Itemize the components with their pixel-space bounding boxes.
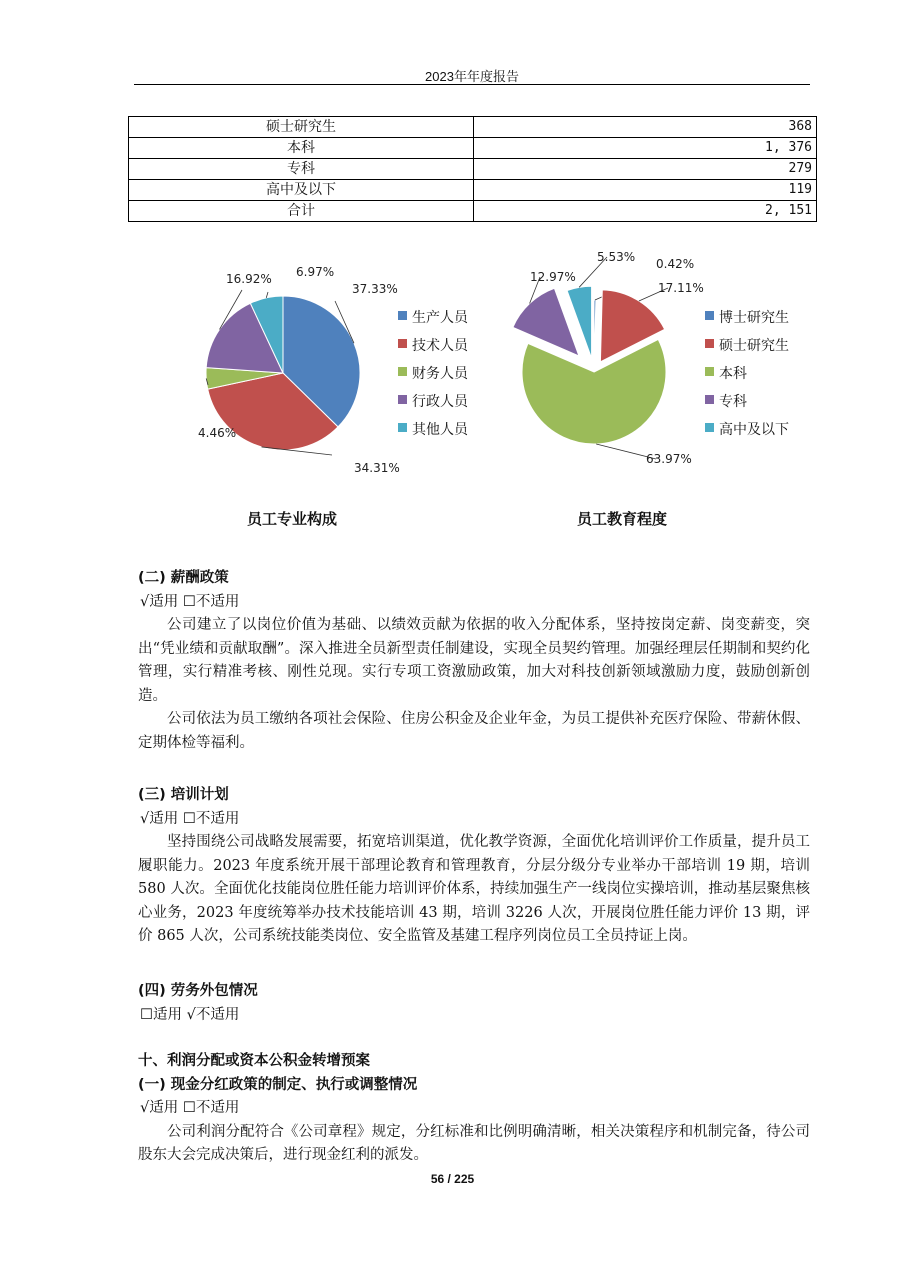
chart-title: 员工教育程度 [576, 510, 668, 528]
legend-label: 财务人员 [412, 366, 468, 382]
paragraph: 公司依法为员工缴纳各项社会保险、住房公积金及企业年金，为员工提供补充医疗保险、带薪休假、定期体检等福利。 [138, 711, 810, 751]
legend-swatch [705, 339, 714, 348]
legend-swatch [705, 367, 714, 376]
legend-swatch [398, 423, 407, 432]
section-heading: 十、利润分配或资本公积金转增预案 [138, 1053, 370, 1069]
legend-label: 专科 [719, 394, 747, 410]
legend-swatch [705, 311, 714, 320]
legend-label: 技术人员 [412, 338, 468, 354]
table-cell-label: 高中及以下 [129, 180, 474, 201]
data-label: 5.53% [597, 250, 636, 264]
table-cell-label: 合计 [129, 201, 474, 222]
legend-swatch [705, 423, 714, 432]
data-label: 37.33% [352, 282, 398, 296]
legend-swatch [705, 395, 714, 404]
section-heading: (二) 薪酬政策 [138, 570, 229, 586]
table-cell-value: 119 [474, 180, 817, 201]
data-label: 17.11% [658, 281, 704, 295]
data-label: 63.97% [646, 452, 692, 466]
paragraph: 公司建立了以岗位价值为基础、以绩效贡献为依据的收入分配体系，坚持按岗定薪、岗变薪变，突出“凭业绩和贡献取酬”。深入推进全员新型责任制建设，实现全员契约管理。加强经理层任期制和契约化管理，实行精准考核、刚性兑现。实行专项工资激励政策，加大对科技创新领域激励力度，鼓励创新创造。 [138, 617, 810, 704]
page-number: 56 / 225 [430, 1172, 475, 1186]
section-salary [138, 567, 810, 755]
table-cell-value: 2, 151 [474, 201, 817, 222]
leader-line [266, 292, 268, 298]
data-label: 34.31% [354, 461, 400, 475]
legend-swatch [398, 395, 407, 404]
data-label: 4.46% [198, 426, 237, 440]
legend-label: 硕士研究生 [719, 338, 789, 354]
table-cell-label: 硕士研究生 [129, 117, 474, 138]
report-header: 2023年年度报告 [425, 69, 519, 84]
pie-slice [513, 288, 579, 356]
legend-swatch [398, 339, 407, 348]
paragraph: 公司利润分配符合《公司章程》规定，分红标准和比例明确清晰，相关决策程序和机制完备，待公司股东大会完成决策后，进行现金红利的派发。 [138, 1123, 810, 1163]
legend-label: 其他人员 [412, 422, 468, 438]
data-label: 16.92% [226, 272, 272, 286]
subsection-heading: (一) 现金分红政策的制定、执行或调整情况 [138, 1076, 418, 1093]
section-heading: (三) 培训计划 [138, 787, 229, 803]
section-heading: (四) 劳务外包情况 [138, 983, 258, 999]
applicability-check: √适用 ☐不适用 [140, 593, 240, 610]
chart-title: 员工专业构成 [246, 510, 338, 528]
section-training [138, 784, 810, 949]
data-label: 0.42% [656, 257, 695, 271]
paragraph: 坚持围绕公司战略发展需要，拓宽培训渠道，优化教学资源，全面优化培训评价工作质量，提升员工履职能力。2023 年度系统开展干部理论教育和管理教育，分层分级分专业举办干部培训 19 期，培训 580 人次。全面优化技能岗位胜任能力培训评价体系，持续加强生产一线岗位实操培训，推动基层聚焦核心业务，2023 年度统筹举办技术技能培训 43 期，培训 3226 人次，开展岗位胜任能力评价 13 期，评价 865 人次，公司系统技能类岗位、安全监管及基建工程序列岗位员工全员持证上岗。 [138, 834, 810, 944]
section-outsourcing [138, 980, 810, 1027]
table-cell-value: 368 [474, 117, 817, 138]
legend-label: 本科 [719, 366, 747, 382]
table-cell-value: 1, 376 [474, 138, 817, 159]
section-profit [138, 1050, 810, 1168]
legend-swatch [398, 311, 407, 320]
pie-slice [594, 300, 596, 372]
legend-label: 行政人员 [412, 394, 468, 410]
legend-label: 生产人员 [412, 310, 468, 326]
pie-charts [0, 0, 905, 560]
legend-label: 高中及以下 [719, 422, 789, 438]
data-label: 12.97% [530, 270, 576, 284]
legend-label: 博士研究生 [719, 310, 789, 326]
table-cell-value: 279 [474, 159, 817, 180]
data-label: 6.97% [296, 265, 335, 279]
table-cell-label: 专科 [129, 159, 474, 180]
legend-swatch [398, 367, 407, 376]
applicability-check: √适用 ☐不适用 [140, 1100, 240, 1116]
applicability-check: ☐适用 √不适用 [140, 1006, 240, 1023]
table-cell-label: 本科 [129, 138, 474, 159]
applicability-check: √适用 ☐不适用 [140, 810, 240, 827]
